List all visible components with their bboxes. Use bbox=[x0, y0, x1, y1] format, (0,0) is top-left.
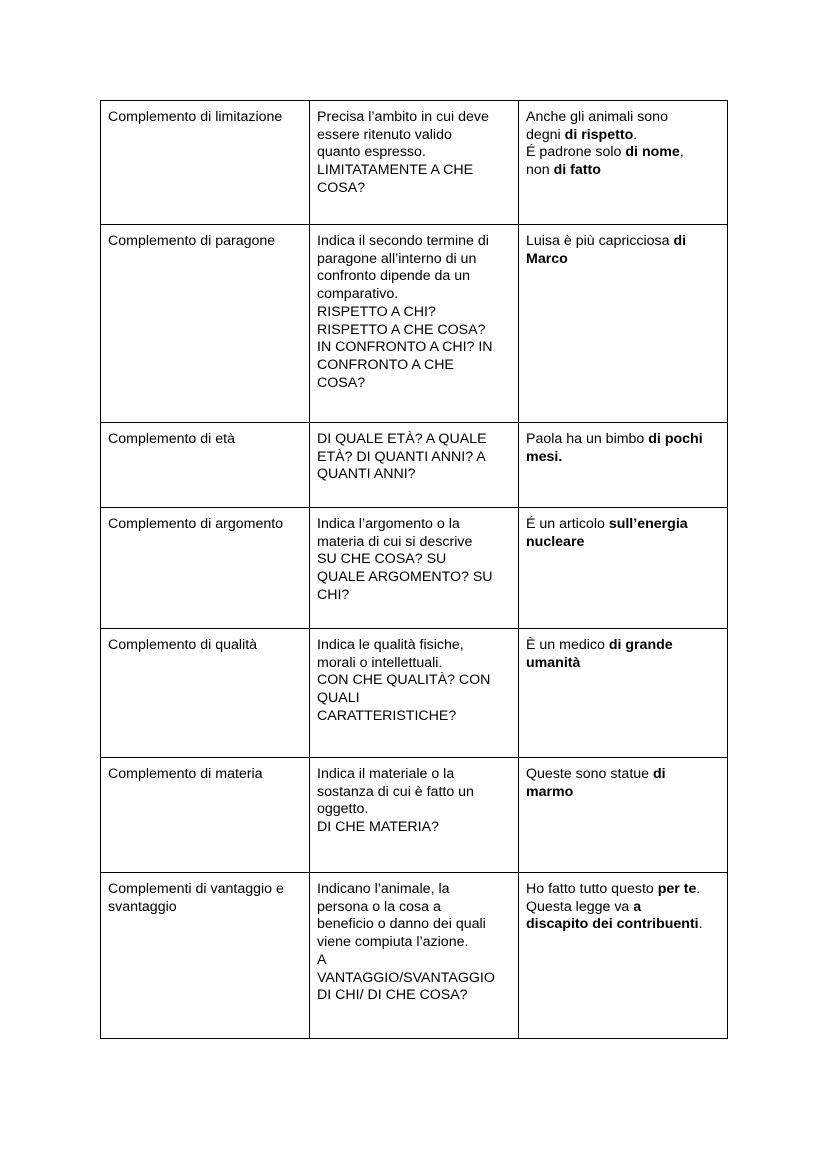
description-line: CARATTERISTICHE? bbox=[317, 707, 457, 724]
example-text: Queste sono statue bbox=[526, 766, 653, 782]
example-highlight: a bbox=[633, 898, 642, 915]
example-line bbox=[526, 144, 721, 162]
complement-example-cell bbox=[519, 423, 728, 508]
description-line: paragone all’interno di un bbox=[317, 250, 477, 267]
complement-name-cell: Complemento di argomento bbox=[101, 508, 310, 629]
example-line bbox=[526, 162, 721, 180]
complement-description-cell bbox=[310, 423, 519, 508]
description-line: CHI? bbox=[317, 586, 350, 603]
complement-example-cell bbox=[519, 873, 728, 1039]
example-line bbox=[526, 233, 721, 251]
description-line: morali o intellettuali. bbox=[317, 654, 443, 671]
example-highlight: di rispetto bbox=[564, 126, 634, 143]
complement-name-cell: Complementi di vantaggio e svantaggio bbox=[101, 873, 310, 1039]
description-line: QUALI bbox=[317, 690, 360, 707]
example-highlight: umanità bbox=[526, 654, 581, 671]
table-row bbox=[101, 101, 728, 225]
description-line: RISPETTO A CHE COSA? bbox=[317, 321, 486, 338]
description-line: essere ritenuto valido bbox=[317, 126, 452, 143]
example-highlight: di bbox=[652, 766, 666, 782]
complements-table bbox=[100, 100, 728, 1039]
table-row bbox=[101, 423, 728, 508]
example-text: É padrone solo bbox=[526, 144, 626, 161]
example-line bbox=[526, 534, 721, 552]
description-line: IN CONFRONTO A CHI? IN bbox=[317, 339, 493, 356]
example-highlight: di fatto bbox=[553, 162, 601, 179]
example-line bbox=[526, 784, 721, 802]
example-text: Luisa è più capricciosa bbox=[526, 233, 674, 249]
description-line: comparativo. bbox=[317, 286, 399, 303]
example-line bbox=[526, 916, 721, 934]
complement-name-cell: Complemento di paragone bbox=[101, 225, 310, 423]
description-line: CONFRONTO A CHE bbox=[317, 356, 454, 373]
description-line: DI CHE MATERIA? bbox=[317, 819, 439, 836]
description-line: viene compiuta l’azione. bbox=[317, 934, 469, 951]
description-line: COSA? bbox=[317, 179, 366, 196]
description-line: LIMITATAMENTE A CHE bbox=[317, 162, 474, 179]
example-line bbox=[526, 881, 721, 899]
example-line bbox=[526, 637, 721, 655]
complement-description-cell bbox=[310, 873, 519, 1039]
example-highlight: Marco bbox=[526, 250, 568, 267]
table-row bbox=[101, 508, 728, 629]
description-line: Indica il secondo termine di bbox=[317, 233, 489, 249]
description-line: quanto espresso. bbox=[317, 144, 426, 161]
complement-description-cell bbox=[310, 629, 519, 758]
description-line: Indica l’argomento o la bbox=[317, 516, 460, 532]
complement-name-cell: Complemento di materia bbox=[101, 758, 310, 873]
description-line: COSA? bbox=[317, 374, 366, 391]
example-line bbox=[526, 655, 721, 673]
example-highlight: per te bbox=[657, 881, 697, 897]
complement-example-cell bbox=[519, 508, 728, 629]
table-row bbox=[101, 629, 728, 758]
table-row bbox=[101, 758, 728, 873]
complement-description-cell bbox=[310, 758, 519, 873]
example-line bbox=[526, 251, 721, 269]
description-line: Precisa l’ambito in cui deve bbox=[317, 109, 489, 125]
description-line: Indica le qualità fisiche, bbox=[317, 637, 464, 653]
example-highlight: discapito dei contribuenti bbox=[526, 916, 699, 933]
example-text: É un articolo bbox=[526, 516, 609, 532]
description-line: oggetto. bbox=[317, 801, 369, 818]
example-text: Ho fatto tutto questo bbox=[526, 881, 658, 897]
complement-name-cell: Complemento di qualità bbox=[101, 629, 310, 758]
description-line: confronto dipende da un bbox=[317, 268, 471, 285]
example-text: Paola ha un bimbo bbox=[526, 431, 649, 447]
example-highlight: di nome bbox=[625, 144, 680, 161]
complement-description-cell bbox=[310, 101, 519, 225]
complement-example-cell bbox=[519, 629, 728, 758]
complement-example-cell bbox=[519, 225, 728, 423]
complement-name-cell: Complemento di limitazione bbox=[101, 101, 310, 225]
description-line: VANTAGGIO/SVANTAGGIO bbox=[317, 969, 495, 986]
example-line bbox=[526, 449, 721, 467]
example-line bbox=[526, 109, 721, 127]
example-line bbox=[526, 766, 721, 784]
description-line: Indica il materiale o la bbox=[317, 766, 455, 782]
description-line: Indicano l’animale, la bbox=[317, 881, 450, 897]
example-highlight: di bbox=[673, 233, 687, 249]
example-line bbox=[526, 431, 721, 449]
example-highlight: marmo bbox=[526, 783, 574, 800]
example-line bbox=[526, 899, 721, 917]
table-row bbox=[101, 225, 728, 423]
example-highlight: di grande bbox=[608, 637, 673, 653]
description-line: persona o la cosa a bbox=[317, 898, 441, 915]
description-line: beneficio o danno dei quali bbox=[317, 916, 486, 933]
description-line: materia di cui si descrive bbox=[317, 533, 473, 550]
description-line: DI QUALE ETÀ? A QUALE bbox=[317, 431, 487, 447]
example-text: non bbox=[526, 162, 554, 179]
example-line bbox=[526, 516, 721, 534]
description-line: A bbox=[317, 951, 327, 968]
example-text: . bbox=[696, 881, 701, 897]
example-highlight: nucleare bbox=[526, 533, 585, 550]
example-text: Anche gli animali sono bbox=[526, 109, 668, 125]
example-text: . bbox=[698, 916, 703, 933]
description-line: CON CHE QUALITÀ? CON bbox=[317, 672, 491, 689]
complement-example-cell bbox=[519, 758, 728, 873]
description-line: ETÀ? DI QUANTI ANNI? A bbox=[317, 448, 486, 465]
description-line: SU CHE COSA? SU bbox=[317, 551, 447, 568]
description-line: DI CHI/ DI CHE COSA? bbox=[317, 987, 468, 1004]
description-line: sostanza di cui è fatto un bbox=[317, 783, 474, 800]
example-line bbox=[526, 127, 721, 145]
table-row bbox=[101, 873, 728, 1039]
example-text: , bbox=[679, 144, 684, 161]
complement-example-cell bbox=[519, 101, 728, 225]
description-line: QUALE ARGOMENTO? SU bbox=[317, 569, 493, 586]
complement-description-cell bbox=[310, 225, 519, 423]
example-text: Questa legge va bbox=[526, 898, 634, 915]
example-highlight: sull’energia bbox=[608, 516, 688, 532]
complement-name-cell: Complemento di età bbox=[101, 423, 310, 508]
example-text: . bbox=[633, 126, 638, 143]
description-line: QUANTI ANNI? bbox=[317, 466, 416, 483]
complement-description-cell bbox=[310, 508, 519, 629]
example-text: È un medico bbox=[526, 637, 609, 653]
example-text: degni bbox=[526, 126, 565, 143]
example-highlight: di pochi bbox=[648, 431, 703, 447]
example-highlight: mesi. bbox=[526, 448, 563, 465]
description-line: RISPETTO A CHI? bbox=[317, 303, 436, 320]
